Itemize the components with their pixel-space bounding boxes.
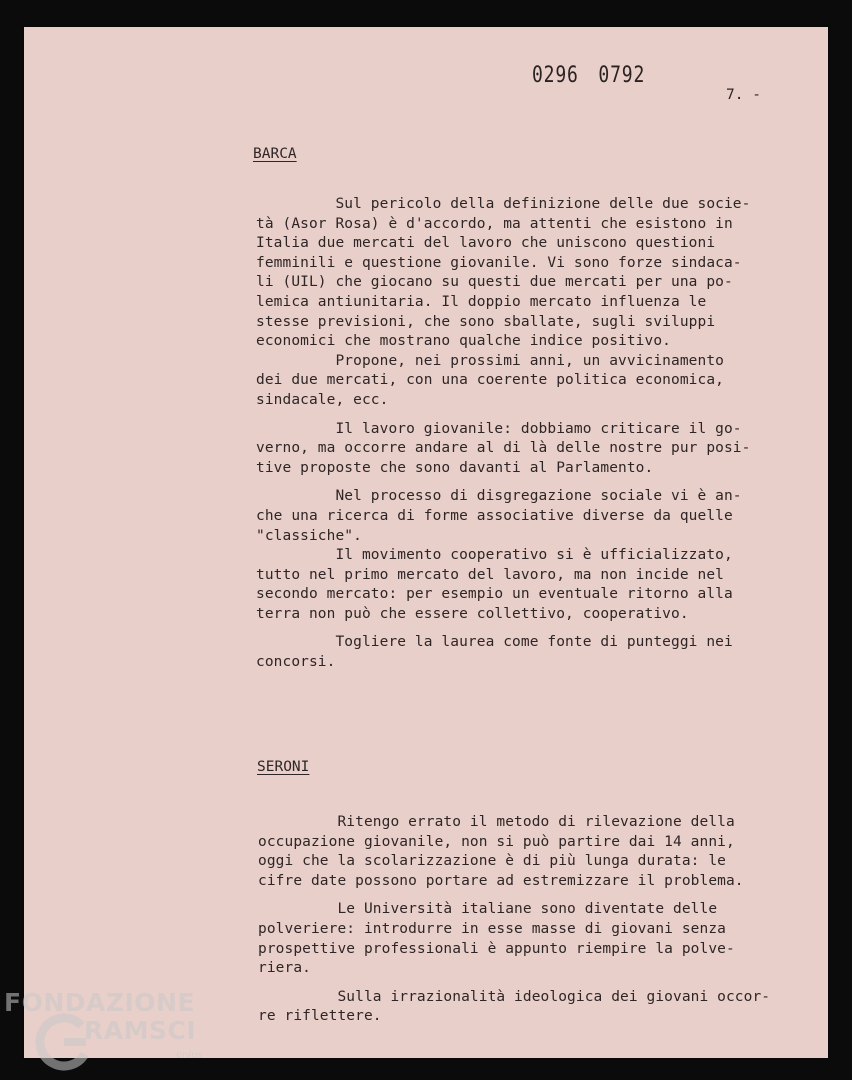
stamp-number-right: 0792 [598, 63, 646, 88]
seroni-text-line: cifre date possono portare ad estremizzare il problema. [258, 872, 744, 889]
speaker-heading-seroni: SERONI [257, 759, 310, 775]
barca-text-line: tive proposte che sono davanti al Parlamento. [256, 459, 654, 476]
barca-text-line: "classiche". [256, 527, 362, 544]
barca-text-line: Italia due mercati del lavoro che uniscono questioni [256, 235, 716, 252]
speech-body-seroni [258, 813, 770, 1027]
watermark-onlus: onlus [176, 1050, 203, 1061]
barca-text-line: lemica antiunitaria. Il doppio mercato influenza le [256, 293, 707, 310]
barca-text-line: Sul pericolo della definizione delle due socie- [256, 196, 751, 212]
stamp-number-left: 0296 [532, 63, 579, 88]
speech-body-barca [256, 195, 750, 673]
seroni-text-line: re riflettere. [258, 1008, 382, 1025]
barca-text-line: economici che mostrano qualche indice positivo. [256, 333, 671, 350]
speaker-heading-barca: BARCA [253, 146, 297, 162]
seroni-text-line: Ritengo errato il metodo di rilevazione della [258, 814, 735, 830]
barca-text-line: tà (Asor Rosa) è d'accordo, ma attenti che esistono in [256, 215, 733, 232]
seroni-text-line: occupazione giovanile, non si può partire dai 14 anni, [258, 833, 735, 850]
barca-text-line: verno, ma occorre andare al di là delle nostre pur posi- [256, 440, 751, 457]
seroni-text-line: prospettive professionali è appunto riempire la polve- [258, 940, 735, 957]
barca-text-line: sindacale, ecc. [256, 391, 389, 408]
barca-text-line [256, 624, 750, 633]
barca-text-line [256, 478, 750, 487]
barca-text-line [256, 411, 750, 420]
barca-text-line: Togliere la laurea come fonte di punteggi nei [256, 634, 733, 651]
barca-text-line: concorsi. [256, 654, 336, 671]
barca-text-line: che una ricerca di forme associative diverse da quelle [256, 507, 733, 524]
barca-text-line: terra non può che essere collettivo, cooperativo. [256, 605, 689, 622]
barca-text-line: Propone, nei prossimi anni, un avvicinamento [256, 352, 724, 369]
barca-text-line: li (UIL) che giocano su questi due mercati per una po- [256, 274, 733, 291]
seroni-text-line: oggi che la scolarizzazione è di più lunga durata: le [258, 853, 726, 870]
seroni-text-line: polveriere: introdurre in esse masse di giovani senza [258, 920, 726, 937]
watermark-line2: RAMSCI [84, 1016, 197, 1045]
document-page [24, 27, 828, 1058]
barca-text-line: Nel processo di disgregazione sociale vi è an- [256, 488, 742, 505]
seroni-text-line: Sulla irrazionalità ideologica dei giovani occor- [258, 988, 771, 1005]
barca-text-line: Il movimento cooperativo si è ufficializzato, [256, 547, 733, 564]
barca-text-line: secondo mercato: per esempio un eventuale ritorno alla [256, 586, 733, 603]
seroni-text-line: riera. [258, 960, 311, 977]
archive-stamp [532, 63, 665, 88]
show-through-text [354, 155, 799, 194]
watermark-line1: FONDAZIONE [4, 988, 196, 1017]
barca-text-line: Il lavoro giovanile: dobbiamo criticare il go- [256, 420, 742, 437]
seroni-text-line [258, 891, 770, 900]
seroni-text-line: Le Università italiane sono diventate delle [258, 901, 718, 918]
barca-text-line: tutto nel primo mercato del lavoro, ma non incide nel [256, 566, 724, 583]
fondazione-gramsci-watermark [4, 988, 234, 1078]
barca-text-line: femminili e questione giovanile. Vi sono forze sindaca- [256, 254, 742, 271]
seroni-text-line [258, 979, 770, 988]
barca-text-line: dei due mercati, con una coerente politica economica, [256, 372, 724, 389]
barca-text-line: stesse previsioni, che sono sballate, sugli sviluppi [256, 313, 716, 330]
page-number: 7. - [726, 87, 761, 103]
